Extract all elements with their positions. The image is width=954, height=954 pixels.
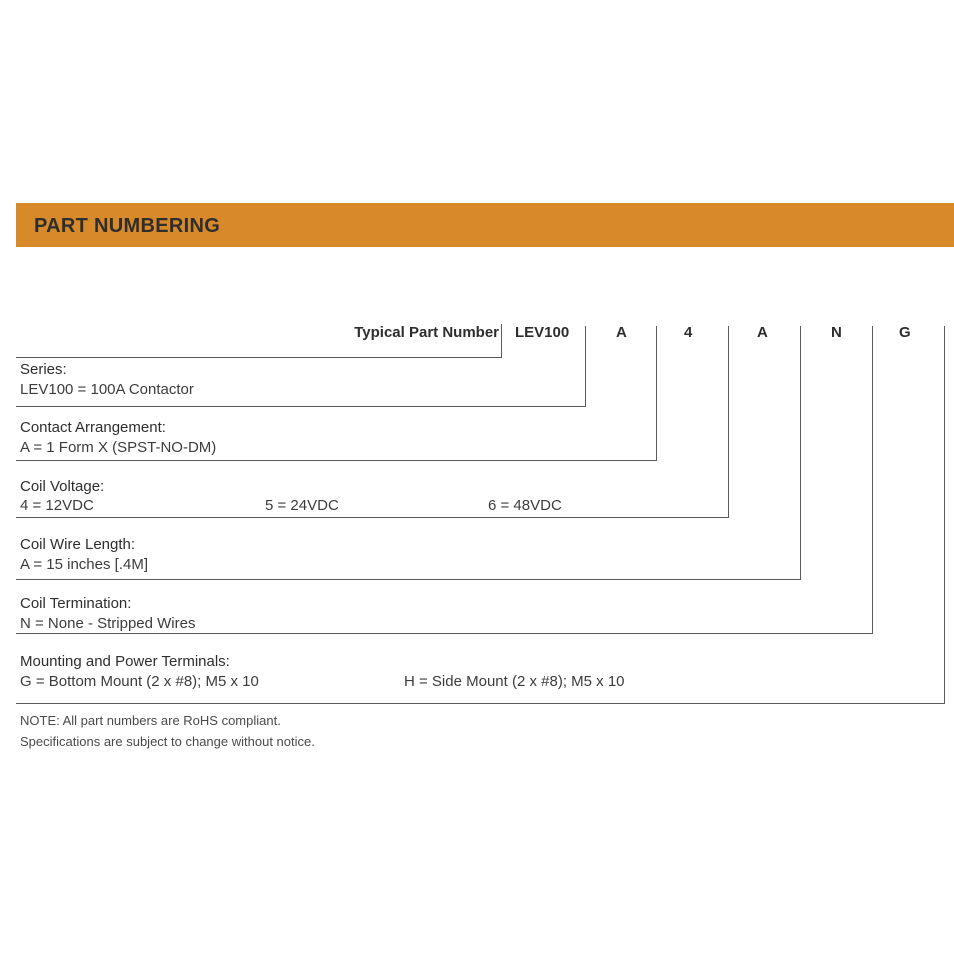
contact-title: Contact Arrangement: bbox=[20, 419, 166, 436]
code-coil-term: N bbox=[831, 324, 842, 341]
series-top-line bbox=[16, 357, 502, 358]
typical-part-number-label: Typical Part Number bbox=[354, 324, 499, 341]
note-rohs: NOTE: All part numbers are RoHS compliant. bbox=[20, 713, 281, 728]
contact-bottom-line bbox=[16, 460, 657, 461]
code-contact: A bbox=[616, 324, 627, 341]
code-coil-wire: A bbox=[757, 324, 768, 341]
wire-bottom-line bbox=[16, 579, 801, 580]
part-numbering-banner bbox=[16, 203, 954, 247]
voltage-bottom-line bbox=[16, 517, 729, 518]
coil-term-option: N = None - Stripped Wires bbox=[20, 615, 196, 632]
coil-wire-title: Coil Wire Length: bbox=[20, 536, 136, 553]
series-title: Series: bbox=[20, 361, 67, 378]
contact-vertical bbox=[656, 326, 657, 461]
coil-voltage-option-6: 6 = 48VDC bbox=[488, 497, 562, 514]
label-divider bbox=[501, 324, 502, 340]
coil-wire-option: A = 15 inches [.4M] bbox=[20, 556, 148, 573]
note-specs: Specifications are subject to change without notice. bbox=[20, 734, 315, 749]
mounting-title: Mounting and Power Terminals: bbox=[20, 653, 230, 670]
series-option: LEV100 = 100A Contactor bbox=[20, 381, 194, 398]
mount-bottom-line bbox=[16, 703, 945, 704]
voltage-vertical bbox=[728, 326, 729, 518]
contact-option: A = 1 Form X (SPST-NO-DM) bbox=[20, 439, 217, 456]
term-vertical bbox=[872, 326, 873, 634]
coil-term-title: Coil Termination: bbox=[20, 595, 132, 612]
mounting-option-g: G = Bottom Mount (2 x #8); M5 x 10 bbox=[20, 673, 259, 690]
code-coil-voltage: 4 bbox=[684, 324, 693, 341]
code-mounting: G bbox=[899, 324, 911, 341]
coil-voltage-option-5: 5 = 24VDC bbox=[265, 497, 339, 514]
page-title: PART NUMBERING bbox=[34, 215, 221, 237]
code-series: LEV100 bbox=[515, 324, 570, 341]
mounting-option-h: H = Side Mount (2 x #8); M5 x 10 bbox=[404, 673, 625, 690]
series-vertical bbox=[585, 326, 586, 407]
label-riser bbox=[501, 340, 502, 358]
term-bottom-line bbox=[16, 633, 873, 634]
series-bottom-line bbox=[16, 406, 586, 407]
wire-vertical bbox=[800, 326, 801, 580]
coil-voltage-title: Coil Voltage: bbox=[20, 478, 105, 495]
coil-voltage-option-4: 4 = 12VDC bbox=[20, 497, 94, 514]
mount-vertical bbox=[944, 326, 945, 704]
